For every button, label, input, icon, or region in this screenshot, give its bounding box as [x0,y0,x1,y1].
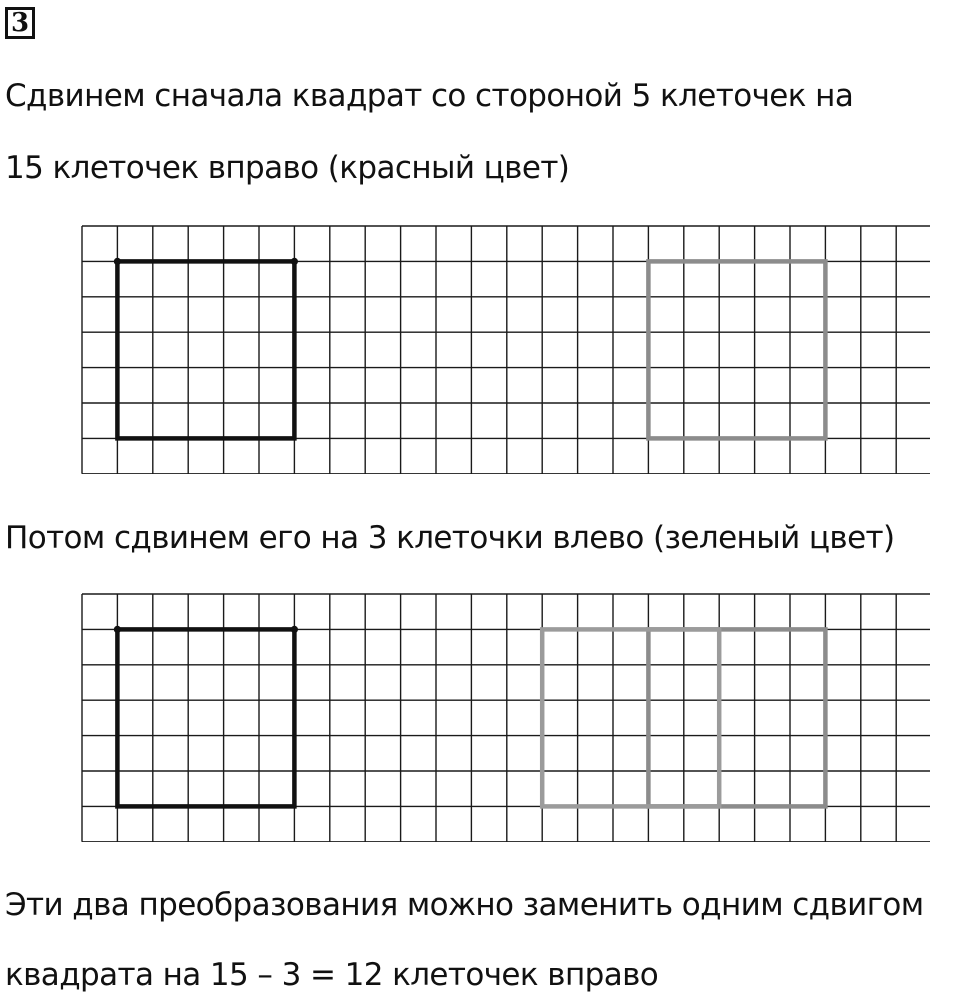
grid-diagram-2 [80,592,930,842]
grid-diagram-1 [80,224,930,474]
paragraph-1-line-1: Сдвинем сначала квадрат со стороной 5 клеточек на [5,78,854,114]
corner-dot [114,626,121,633]
paragraph-3-line-2: квадрата на 15 – 3 = 12 клеточек вправо [5,957,659,993]
original-square [117,629,294,806]
task-number-box [5,7,35,39]
corner-dot [291,626,298,633]
task-number: 3 [10,8,30,38]
shifted-right-square [648,261,825,438]
paragraph-2: Потом сдвинем его на 3 клеточки влево (зеленый цвет) [5,520,895,556]
paragraph-3-line-1: Эти два преобразования можно заменить одним сдвигом [5,887,924,923]
corner-dot [291,258,298,265]
shifted-back-left-square [542,629,719,806]
paragraph-1-line-2: 15 клеточек вправо (красный цвет) [5,150,570,186]
shifted-right-square [648,629,825,806]
corner-dot [114,258,121,265]
original-square [117,261,294,438]
